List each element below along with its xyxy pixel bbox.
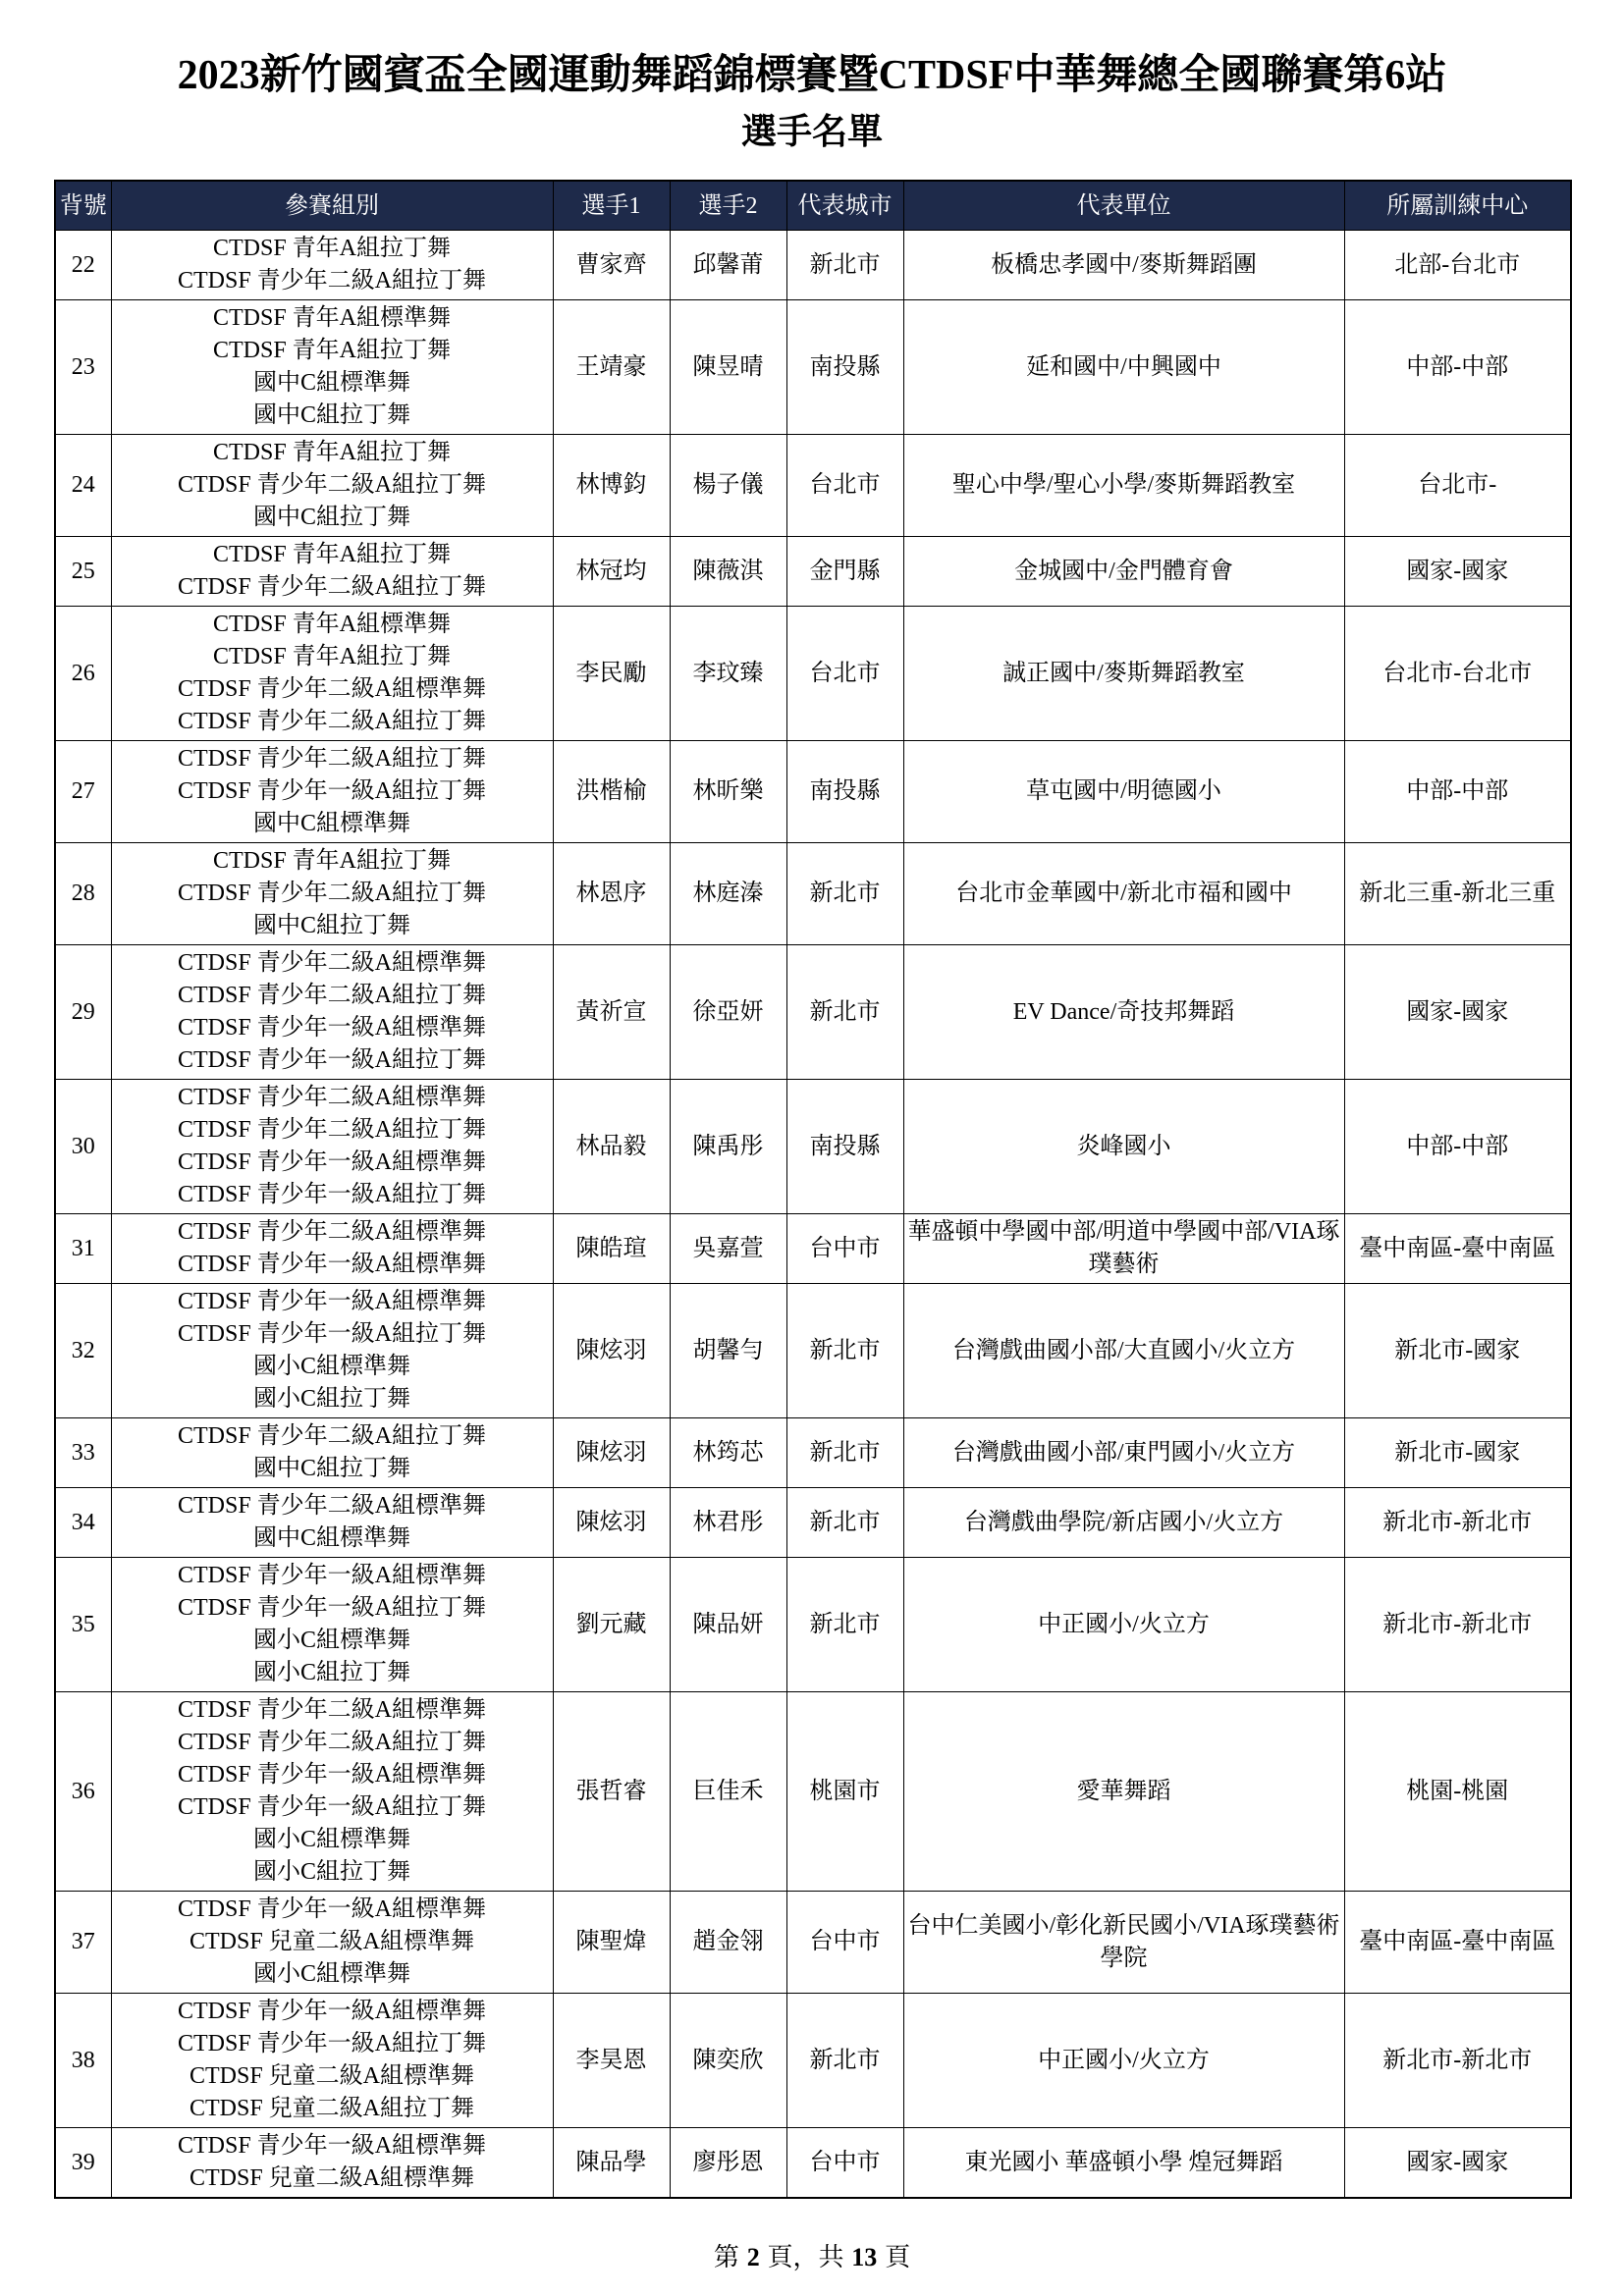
- player-2-name: 趙金翎: [670, 1892, 786, 1994]
- table-row: [55, 300, 1571, 435]
- representing-city: 新北市: [786, 1558, 903, 1692]
- table-row: [55, 1558, 1571, 1692]
- event-categories: [111, 1080, 553, 1214]
- event-category-line: CTDSF 青年A組拉丁舞: [212, 542, 452, 567]
- event-categories: [111, 537, 553, 607]
- event-category-line: CTDSF 青少年一級A組拉丁舞: [177, 778, 487, 804]
- event-category-line: CTDSF 青少年一級A組標準舞: [177, 1563, 487, 1588]
- training-center: 新北市-新北市: [1344, 1558, 1571, 1692]
- header-row: [55, 181, 1571, 231]
- player-2-name: 李玟臻: [670, 607, 786, 741]
- event-category-line: CTDSF 兒童二級A組標準舞: [189, 2165, 475, 2191]
- event-category-line: CTDSF 青年A組拉丁舞: [212, 848, 452, 874]
- bib-number: 31: [55, 1214, 111, 1284]
- training-center: 臺中南區-臺中南區: [1344, 1214, 1571, 1284]
- representing-unit: 台中仁美國小/彰化新民國小/VIA琢璞藝術學院: [903, 1892, 1344, 1994]
- representing-unit: 金城國中/金門體育會: [903, 537, 1344, 607]
- event-category-line: CTDSF 青少年二級A組拉丁舞: [177, 1117, 487, 1143]
- training-center: 新北市-國家: [1344, 1418, 1571, 1488]
- event-category-line: CTDSF 青少年一級A組標準舞: [177, 1999, 487, 2024]
- header-bib-number: 背號: [55, 181, 111, 231]
- footer-label-end: 頁: [885, 2243, 911, 2271]
- event-category-line: CTDSF 青少年一級A組拉丁舞: [177, 1182, 487, 1207]
- event-categories: [111, 300, 553, 435]
- event-categories: [111, 1488, 553, 1558]
- player-1-name: 李昊恩: [553, 1994, 670, 2128]
- player-1-name: 林品毅: [553, 1080, 670, 1214]
- representing-city: 台中市: [786, 1892, 903, 1994]
- event-categories: [111, 1284, 553, 1418]
- event-category-line: CTDSF 青少年一級A組標準舞: [177, 1289, 487, 1314]
- event-category-line: 國小C組標準舞: [252, 1354, 410, 1379]
- representing-city: 台北市: [786, 607, 903, 741]
- event-category-line: CTDSF 青少年二級A組標準舞: [177, 1219, 487, 1245]
- event-category-line: CTDSF 青少年二級A組拉丁舞: [177, 1423, 487, 1449]
- table-row: [55, 231, 1571, 300]
- event-category-line: CTDSF 青少年二級A組拉丁舞: [177, 1730, 487, 1755]
- bib-number: 22: [55, 231, 111, 300]
- player-1-name: 林博鈞: [553, 435, 670, 537]
- document-title: 2023新竹國賓盃全國運動舞蹈錦標賽暨CTDSF中華舞總全國聯賽第6站: [177, 53, 1447, 98]
- event-category-line: CTDSF 青少年二級A組標準舞: [177, 1697, 487, 1723]
- player-1-name: 陳品學: [553, 2128, 670, 2199]
- representing-city: 新北市: [786, 1284, 903, 1418]
- table-row: [55, 435, 1571, 537]
- document-subtitle: 選手名單: [740, 112, 883, 151]
- training-center: 桃園-桃園: [1344, 1692, 1571, 1892]
- bib-number: 24: [55, 435, 111, 537]
- table-row: [55, 1994, 1571, 2128]
- representing-city: 南投縣: [786, 1080, 903, 1214]
- header-player-1: 選手1: [553, 181, 670, 231]
- event-categories: [111, 1214, 553, 1284]
- player-1-name: 洪楷榆: [553, 741, 670, 843]
- player-2-name: 林昕樂: [670, 741, 786, 843]
- event-category-line: CTDSF 青年A組拉丁舞: [212, 440, 452, 465]
- player-1-name: 陳皓瑄: [553, 1214, 670, 1284]
- player-2-name: 廖彤恩: [670, 2128, 786, 2199]
- representing-unit: 華盛頓中學國中部/明道中學國中部/VIA琢璞藝術: [903, 1214, 1344, 1284]
- bib-number: 23: [55, 300, 111, 435]
- player-2-name: 陳昱晴: [670, 300, 786, 435]
- training-center: 台北市-台北市: [1344, 607, 1571, 741]
- table-header: [55, 181, 1571, 231]
- event-category-line: CTDSF 青年A組拉丁舞: [212, 338, 452, 363]
- training-center: 中部-中部: [1344, 300, 1571, 435]
- table-row: [55, 1892, 1571, 1994]
- representing-unit: 炎峰國小: [903, 1080, 1344, 1214]
- training-center: 新北市-新北市: [1344, 1994, 1571, 2128]
- page-footer: [0, 2240, 1624, 2275]
- player-2-name: 邱馨莆: [670, 231, 786, 300]
- event-category-line: 國小C組標準舞: [252, 1827, 410, 1852]
- bib-number: 29: [55, 945, 111, 1080]
- event-category-line: 國小C組拉丁舞: [252, 1386, 410, 1412]
- event-category-line: CTDSF 青少年二級A組標準舞: [177, 1085, 487, 1110]
- representing-unit: 板橋忠孝國中/麥斯舞蹈團: [903, 231, 1344, 300]
- representing-city: 南投縣: [786, 300, 903, 435]
- event-categories: [111, 1558, 553, 1692]
- representing-unit: 台灣戲曲學院/新店國小/火立方: [903, 1488, 1344, 1558]
- event-category-line: CTDSF 青少年一級A組拉丁舞: [177, 1047, 487, 1073]
- event-category-line: CTDSF 青少年二級A組標準舞: [177, 1493, 487, 1519]
- event-categories: [111, 1692, 553, 1892]
- event-category-line: CTDSF 青年A組拉丁舞: [212, 236, 452, 261]
- event-category-line: CTDSF 青少年一級A組標準舞: [177, 2133, 487, 2159]
- representing-city: 新北市: [786, 1994, 903, 2128]
- roster-table: [54, 180, 1572, 2199]
- footer-page-number: 2: [746, 2243, 760, 2271]
- table-row: [55, 1214, 1571, 1284]
- player-2-name: 林庭溱: [670, 843, 786, 945]
- player-2-name: 陳奕欣: [670, 1994, 786, 2128]
- bib-number: 27: [55, 741, 111, 843]
- event-categories: [111, 1418, 553, 1488]
- event-category-line: 國小C組標準舞: [252, 1961, 410, 1987]
- table-row: [55, 945, 1571, 1080]
- representing-city: 新北市: [786, 231, 903, 300]
- event-category-line: CTDSF 青年A組拉丁舞: [212, 644, 452, 669]
- footer-label-middle: 頁，共: [767, 2243, 844, 2271]
- representing-city: 桃園市: [786, 1692, 903, 1892]
- bib-number: 36: [55, 1692, 111, 1892]
- training-center: 國家-國家: [1344, 2128, 1571, 2199]
- header-unit: 代表單位: [903, 181, 1344, 231]
- table-body: [55, 231, 1571, 2199]
- representing-unit: 台北市金華國中/新北市福和國中: [903, 843, 1344, 945]
- representing-city: 新北市: [786, 945, 903, 1080]
- training-center: 國家-國家: [1344, 945, 1571, 1080]
- table-row: [55, 607, 1571, 741]
- training-center: 國家-國家: [1344, 537, 1571, 607]
- bib-number: 26: [55, 607, 111, 741]
- table-row: [55, 843, 1571, 945]
- event-categories: [111, 1892, 553, 1994]
- training-center: 北部-台北市: [1344, 231, 1571, 300]
- event-category-line: CTDSF 青年A組標準舞: [212, 305, 452, 331]
- player-1-name: 黃祈宣: [553, 945, 670, 1080]
- representing-city: 新北市: [786, 1418, 903, 1488]
- event-categories: [111, 843, 553, 945]
- player-2-name: 徐亞妍: [670, 945, 786, 1080]
- event-category-line: 國中C組拉丁舞: [252, 402, 410, 428]
- training-center: 新北三重-新北三重: [1344, 843, 1571, 945]
- event-category-line: CTDSF 青年A組標準舞: [212, 612, 452, 637]
- header-training-center: 所屬訓練中心: [1344, 181, 1571, 231]
- event-category-line: CTDSF 青少年一級A組拉丁舞: [177, 1794, 487, 1820]
- representing-unit: 聖心中學/聖心小學/麥斯舞蹈教室: [903, 435, 1344, 537]
- representing-unit: EV Dance/奇技邦舞蹈: [903, 945, 1344, 1080]
- representing-city: 台北市: [786, 435, 903, 537]
- bib-number: 28: [55, 843, 111, 945]
- bib-number: 35: [55, 1558, 111, 1692]
- training-center: 新北市-新北市: [1344, 1488, 1571, 1558]
- event-category-line: CTDSF 青少年一級A組拉丁舞: [177, 1595, 487, 1621]
- player-2-name: 陳品妍: [670, 1558, 786, 1692]
- event-category-line: CTDSF 青少年二級A組拉丁舞: [177, 983, 487, 1008]
- player-2-name: 胡馨勻: [670, 1284, 786, 1418]
- event-category-line: CTDSF 青少年二級A組標準舞: [177, 950, 487, 976]
- header-city: 代表城市: [786, 181, 903, 231]
- event-category-line: CTDSF 青少年二級A組拉丁舞: [177, 472, 487, 498]
- event-categories: [111, 435, 553, 537]
- representing-unit: 台灣戲曲國小部/大直國小/火立方: [903, 1284, 1344, 1418]
- representing-city: 台中市: [786, 1214, 903, 1284]
- training-center: 中部-中部: [1344, 741, 1571, 843]
- player-1-name: 陳炫羽: [553, 1418, 670, 1488]
- training-center: 臺中南區-臺中南區: [1344, 1892, 1571, 1994]
- footer-label-start: 第: [713, 2243, 739, 2271]
- representing-unit: 延和國中/中興國中: [903, 300, 1344, 435]
- event-category-line: CTDSF 青少年一級A組標準舞: [177, 1896, 487, 1922]
- representing-city: 新北市: [786, 1488, 903, 1558]
- player-2-name: 陳禹彤: [670, 1080, 786, 1214]
- footer-total-pages: 13: [851, 2243, 878, 2271]
- event-category-line: CTDSF 青少年二級A組拉丁舞: [177, 881, 487, 906]
- event-category-line: CTDSF 青少年一級A組拉丁舞: [177, 2031, 487, 2056]
- event-categories: [111, 1994, 553, 2128]
- player-1-name: 曹家齊: [553, 231, 670, 300]
- table-row: [55, 1488, 1571, 1558]
- bib-number: 30: [55, 1080, 111, 1214]
- player-1-name: 林恩序: [553, 843, 670, 945]
- table-row: [55, 1284, 1571, 1418]
- table-row: [55, 1692, 1571, 1892]
- event-category-line: 國中C組標準舞: [252, 370, 410, 396]
- representing-unit: 草屯國中/明德國小: [903, 741, 1344, 843]
- player-1-name: 劉元藏: [553, 1558, 670, 1692]
- event-category-line: 國中C組拉丁舞: [252, 913, 410, 938]
- event-category-line: CTDSF 青少年一級A組標準舞: [177, 1149, 487, 1175]
- table-row: [55, 537, 1571, 607]
- player-2-name: 楊子儀: [670, 435, 786, 537]
- event-category-line: CTDSF 青少年二級A組拉丁舞: [177, 574, 487, 600]
- event-category-line: 國中C組拉丁舞: [252, 505, 410, 530]
- event-category-line: 國小C組拉丁舞: [252, 1859, 410, 1885]
- bib-number: 25: [55, 537, 111, 607]
- player-1-name: 張哲睿: [553, 1692, 670, 1892]
- representing-unit: 愛華舞蹈: [903, 1692, 1344, 1892]
- event-category-line: CTDSF 青少年二級A組拉丁舞: [177, 709, 487, 734]
- player-1-name: 李民勵: [553, 607, 670, 741]
- bib-number: 32: [55, 1284, 111, 1418]
- table-row: [55, 2128, 1571, 2199]
- header-player-2: 選手2: [670, 181, 786, 231]
- representing-city: 台中市: [786, 2128, 903, 2199]
- player-1-name: 王靖豪: [553, 300, 670, 435]
- table-row: [55, 741, 1571, 843]
- event-categories: [111, 945, 553, 1080]
- event-category-line: CTDSF 青少年一級A組拉丁舞: [177, 1321, 487, 1347]
- training-center: 台北市-: [1344, 435, 1571, 537]
- event-categories: [111, 231, 553, 300]
- player-1-name: 陳炫羽: [553, 1284, 670, 1418]
- player-1-name: 陳聖煒: [553, 1892, 670, 1994]
- bib-number: 34: [55, 1488, 111, 1558]
- event-category-line: CTDSF 青少年二級A組拉丁舞: [177, 746, 487, 772]
- header-event-categories: 參賽組別: [111, 181, 553, 231]
- table-row: [55, 1418, 1571, 1488]
- event-category-line: CTDSF 青少年二級A組拉丁舞: [177, 268, 487, 294]
- event-category-line: 國中C組標準舞: [252, 811, 410, 836]
- player-2-name: 林君彤: [670, 1488, 786, 1558]
- event-category-line: 國小C組標準舞: [252, 1628, 410, 1653]
- representing-city: 新北市: [786, 843, 903, 945]
- event-categories: [111, 607, 553, 741]
- representing-unit: 中正國小/火立方: [903, 1994, 1344, 2128]
- player-2-name: 吳嘉萱: [670, 1214, 786, 1284]
- player-1-name: 陳炫羽: [553, 1488, 670, 1558]
- training-center: 新北市-國家: [1344, 1284, 1571, 1418]
- player-1-name: 林冠均: [553, 537, 670, 607]
- event-category-line: CTDSF 青少年一級A組標準舞: [177, 1015, 487, 1041]
- bib-number: 33: [55, 1418, 111, 1488]
- event-category-line: CTDSF 兒童二級A組拉丁舞: [189, 2096, 475, 2121]
- event-category-line: 國中C組拉丁舞: [252, 1456, 410, 1481]
- representing-unit: 中正國小/火立方: [903, 1558, 1344, 1692]
- event-category-line: CTDSF 青少年一級A組標準舞: [177, 1762, 487, 1788]
- representing-unit: 東光國小 華盛頓小學 煌冠舞蹈: [903, 2128, 1344, 2199]
- representing-unit: 台灣戲曲國小部/東門國小/火立方: [903, 1418, 1344, 1488]
- player-2-name: 陳薇淇: [670, 537, 786, 607]
- player-2-name: 巨佳禾: [670, 1692, 786, 1892]
- bib-number: 39: [55, 2128, 111, 2199]
- event-category-line: 國小C組拉丁舞: [252, 1660, 410, 1685]
- event-category-line: CTDSF 兒童二級A組標準舞: [189, 2063, 475, 2089]
- event-category-line: CTDSF 兒童二級A組標準舞: [189, 1929, 475, 1954]
- representing-city: 金門縣: [786, 537, 903, 607]
- representing-unit: 誠正國中/麥斯舞蹈教室: [903, 607, 1344, 741]
- table-row: [55, 1080, 1571, 1214]
- event-categories: [111, 2128, 553, 2199]
- training-center: 中部-中部: [1344, 1080, 1571, 1214]
- event-categories: [111, 741, 553, 843]
- representing-city: 南投縣: [786, 741, 903, 843]
- event-category-line: CTDSF 青少年二級A組標準舞: [177, 676, 487, 702]
- event-category-line: 國中C組標準舞: [252, 1525, 410, 1551]
- bib-number: 37: [55, 1892, 111, 1994]
- bib-number: 38: [55, 1994, 111, 2128]
- player-2-name: 林筠芯: [670, 1418, 786, 1488]
- event-category-line: CTDSF 青少年一級A組標準舞: [177, 1252, 487, 1277]
